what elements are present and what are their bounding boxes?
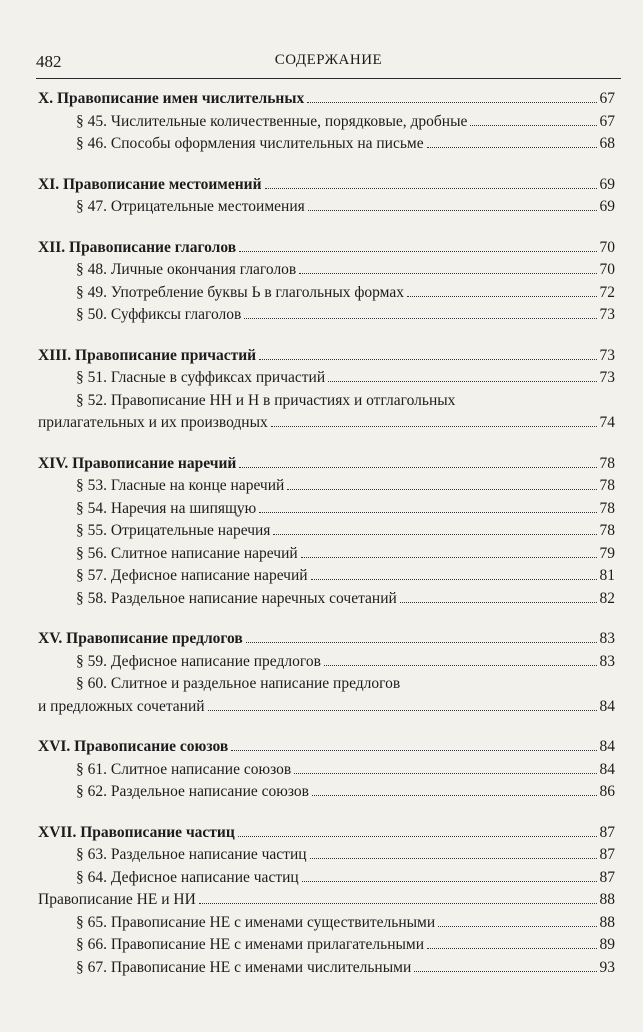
toc-entry-text: § 59. Дефисное написание предлогов [76,652,321,670]
toc-entry-continuation [38,412,615,435]
toc-entry-continuation [38,696,615,719]
running-title: СОДЕРЖАНИЕ [274,52,383,68]
dot-leader [312,795,597,796]
toc-entry-text: § 50. Суффиксы глаголов [76,306,242,323]
toc-entry-multiline [38,390,615,435]
dot-leader [438,926,597,927]
dot-leader [231,750,597,751]
toc-entry-text: § 57. Дефисное написание наречий [76,567,308,584]
toc-entry-text: § 67. Правописание НЕ с именами числительными [76,958,412,976]
toc-page-number: 72 [599,283,615,301]
toc-page-number: 67 [599,112,615,130]
toc-entry-text: § 53. Гласные на конце наречий [76,477,285,494]
toc-entry-text: XVI. Правописание союзов [38,738,229,755]
toc-entry-text: § 47. Отрицательные местоимения [76,198,305,215]
toc-section [38,844,615,867]
toc-entry-text: Правописание НЕ и НИ [38,891,196,908]
dot-leader [307,102,597,103]
toc-entry-text: § 48. Личные окончания глаголов [76,261,297,278]
toc-entry-text: § 63. Раздельное написание частиц [76,846,307,863]
toc-entry-text: § 54. Наречия на шипящую [76,499,257,517]
toc-chapter [38,345,615,368]
toc-entry-multiline [38,673,615,718]
toc-page-number: 67 [599,90,615,107]
toc-entry-text: § 45. Числительные количественные, порядковые, дробные [76,112,468,130]
toc-page-number: 70 [599,261,615,278]
dot-leader [301,557,597,558]
toc-entry-text: § 46. Способы оформления числительных на письме [76,135,424,152]
toc-page-number: 70 [599,238,615,256]
dot-leader [407,296,597,297]
toc-page-number: 68 [599,135,615,152]
toc-page-number: 82 [599,589,615,607]
toc-entry-text: XV. Правописание предлогов [38,630,243,647]
toc-page-number: 78 [599,499,615,517]
toc-entry-text: § 64. Дефисное написание частиц [76,868,299,886]
dot-leader [246,642,597,643]
dot-leader [311,579,597,580]
dot-leader [244,318,597,319]
toc-page-number: 83 [599,652,615,670]
dot-leader [302,881,597,882]
toc-page-number: 83 [599,630,615,647]
toc-entry-text: XVII. Правописание частиц [38,823,235,841]
dot-leader [324,665,597,666]
toc-page-number: 78 [599,477,615,494]
toc-page-number: 88 [599,913,615,931]
dot-leader [259,359,597,360]
toc-section [38,259,615,282]
toc-section [38,498,615,521]
toc-page-number: 78 [599,522,615,539]
toc-entry-text: § 56. Слитное написание наречий [76,544,298,562]
toc-entry-text: § 51. Гласные в суффиксах причастий [76,369,326,386]
toc-entry-text: § 66. Правописание НЕ с именами прилагательными [76,936,425,953]
toc-page-number: 69 [599,175,615,193]
toc-entry-text: XII. Правописание глаголов [38,238,237,256]
dot-leader [199,903,597,904]
toc-entry-text: X. Правописание имен числительных [38,90,305,107]
toc-chapter [38,88,615,111]
toc-section [38,475,615,498]
toc-section [38,543,615,566]
dot-leader [414,971,597,972]
toc-section [38,304,615,327]
toc-section [38,957,615,980]
toc-entry-text-continued: и предложных сочетаний [38,697,205,715]
dot-leader [259,512,597,513]
toc-page-number: 87 [599,868,615,886]
dot-leader [299,273,597,274]
toc-section [38,565,615,588]
toc-entry [38,889,615,912]
dot-leader [238,836,597,837]
toc-section [38,282,615,305]
toc-entry-text: § 62. Раздельное написание союзов [76,783,309,800]
toc-entry-text-continued: прилагательных и их производных [38,414,268,431]
dot-leader [294,773,597,774]
toc-page-number: 73 [599,306,615,323]
toc-page-number: 84 [599,760,615,778]
toc-section [38,367,615,390]
dot-leader [273,534,597,535]
toc-page-number: 84 [599,697,615,715]
toc-entry-text: § 55. Отрицательные наречия [76,522,271,539]
toc-chapter [38,237,615,260]
toc-entry-text: XIV. Правописание наречий [38,454,237,472]
dot-leader [427,948,597,949]
dot-leader [308,210,597,211]
toc-chapter [38,453,615,476]
dot-leader [239,251,597,252]
page-number: 482 [36,52,62,71]
toc-section [38,912,615,935]
toc-entry-text: XIII. Правописание причастий [38,346,257,364]
toc-page-number: 87 [599,846,615,863]
toc-page-number: 74 [599,414,615,431]
toc-section [38,781,615,804]
toc-page-number: 78 [599,454,615,472]
toc-entry-text: § 52. Правописание НН и Н в причастиях и отглагольных [76,391,456,409]
toc-section [38,111,615,134]
toc-entry-text: § 58. Раздельное написание наречных сочетаний [76,589,397,607]
dot-leader [328,381,597,382]
toc-chapter [38,736,615,759]
toc-entry-text: § 65. Правописание НЕ с именами существительными [76,913,436,931]
toc-page-number: 84 [599,738,615,755]
toc-page-number: 69 [599,198,615,215]
dot-leader [239,467,597,468]
toc-page-number: 86 [599,783,615,800]
toc-section [38,133,615,156]
dot-leader [427,147,597,148]
toc-page-number: 87 [599,823,615,841]
dot-leader [310,858,597,859]
toc-section [38,759,615,782]
toc-entry-text: § 49. Употребление буквы Ь в глагольных формах [76,283,405,301]
toc-section [38,934,615,957]
toc-chapter [38,628,615,651]
page-header [36,52,621,79]
toc-entry-text: § 61. Слитное написание союзов [76,760,292,778]
toc-entry-text: § 60. Слитное и раздельное написание предлогов [76,675,401,692]
toc-section [38,651,615,674]
dot-leader [265,188,597,189]
toc-page-number: 73 [599,346,615,364]
toc-page-number: 88 [599,891,615,908]
toc-page-number: 89 [599,936,615,953]
dot-leader [271,426,597,427]
toc-page-number: 79 [599,544,615,562]
toc-section [38,588,615,611]
toc-page-number: 93 [599,958,615,976]
dot-leader [287,489,597,490]
table-of-contents [38,88,615,979]
toc-page-number: 73 [599,369,615,386]
dot-leader [400,602,597,603]
dot-leader [470,125,597,126]
toc-section [38,520,615,543]
toc-page-number: 81 [599,567,615,584]
toc-section [38,867,615,890]
dot-leader [208,710,597,711]
toc-chapter [38,174,615,197]
toc-entry-text: XI. Правописание местоимений [38,175,262,193]
toc-section [38,196,615,219]
toc-chapter [38,822,615,845]
